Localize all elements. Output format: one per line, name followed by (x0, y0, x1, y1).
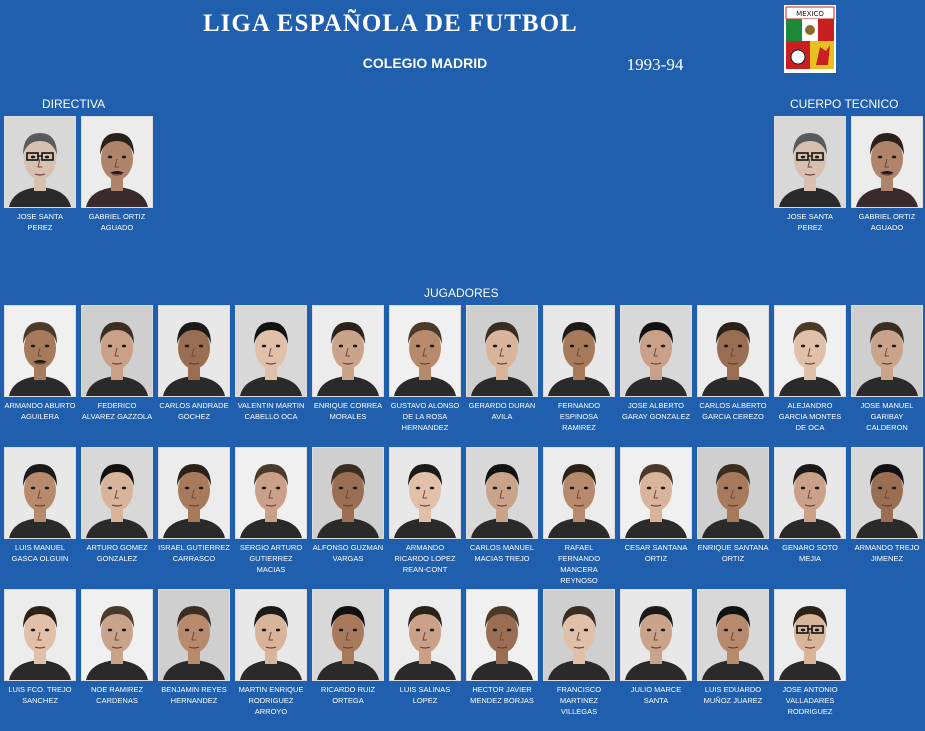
player-card (543, 589, 615, 717)
person-name: JULIO MARCE SANTA (630, 685, 682, 705)
portrait-photo (389, 589, 461, 681)
portrait-photo (235, 589, 307, 681)
portrait-icon (390, 448, 460, 538)
portrait-icon (698, 306, 768, 396)
directiva-member (4, 116, 76, 233)
player-card (389, 305, 461, 433)
portrait-photo (543, 305, 615, 397)
person-name: GABRIEL ORTIZ AGUADO (858, 212, 916, 232)
player-card (158, 589, 230, 706)
directiva-member (81, 116, 153, 233)
player-card (4, 305, 76, 422)
person-name: ARMANDO RICARDO LOPEZ REAN-CONT (394, 543, 456, 574)
school-name: COLEGIO MADRID (362, 55, 488, 71)
person-name: JOSE ANTONIO VALLADARES RODRIGUEZ (782, 685, 838, 716)
portrait-photo (620, 589, 692, 681)
portrait-icon (313, 448, 383, 538)
portrait-photo (4, 589, 76, 681)
player-card (774, 447, 846, 564)
portrait-icon (467, 306, 537, 396)
portrait-icon (159, 306, 229, 396)
portrait-photo (312, 447, 384, 539)
person-name: ARMANDO ABURTO AGUILERA (4, 401, 76, 421)
portrait-photo (774, 447, 846, 539)
player-card (697, 589, 769, 706)
player-card (697, 305, 769, 422)
person-name: GABRIEL ORTIZ AGUADO (88, 212, 146, 232)
portrait-icon (159, 448, 229, 538)
player-card (158, 305, 230, 422)
portrait-icon (698, 590, 768, 680)
portrait-icon (698, 448, 768, 538)
portrait-icon (852, 306, 922, 396)
person-name: BENJAMIN REYES HERNANDEZ (161, 685, 227, 705)
portrait-icon (82, 117, 152, 207)
portrait-icon (544, 590, 614, 680)
portrait-icon (544, 306, 614, 396)
person-name: JOSE ALBERTO GARAY GONZALEZ (621, 401, 691, 421)
player-card (543, 447, 615, 586)
person-name: ISRAEL GUTIERREZ CARRASCO (158, 543, 230, 563)
portrait-photo (389, 447, 461, 539)
page-title: LIGA ESPAÑOLA DE FUTBOL (203, 10, 578, 37)
person-name: VALENTIN MARTIN CABELLO OCA (237, 401, 305, 421)
player-card (466, 447, 538, 564)
person-name: ARMANDO TREJO JIMENEZ (854, 543, 920, 563)
portrait-icon (313, 306, 383, 396)
person-name: GUSTAVO ALONSO DE LA ROSA HERNANDEZ (390, 401, 460, 432)
player-card (774, 589, 846, 717)
portrait-photo (466, 589, 538, 681)
portrait-photo (543, 589, 615, 681)
portrait-icon (775, 448, 845, 538)
person-name: GENARO SOTO MEJIA (782, 543, 838, 563)
person-name: LUIS EDUARDO MUÑOZ JUAREZ (703, 685, 763, 705)
person-name: CARLOS ALBERTO GARCIA CEREZO (699, 401, 767, 421)
portrait-icon (467, 590, 537, 680)
portrait-photo (81, 589, 153, 681)
player-card (4, 447, 76, 564)
person-name: LUIS SALINAS LOPEZ (399, 685, 451, 705)
portrait-icon (236, 590, 306, 680)
person-name: CESAR SANTANA ORTIZ (624, 543, 688, 563)
person-name: RICARDO RUIZ ORTEGA (320, 685, 376, 705)
person-name: CARLOS ANDRADE GOCHEZ (159, 401, 229, 421)
portrait-icon (775, 117, 845, 207)
player-card (235, 589, 307, 717)
player-card (312, 305, 384, 422)
cuerpo-tecnico-member (851, 116, 923, 233)
person-name: NOE RAMIREZ CARDENAS (90, 685, 144, 705)
person-name: FRANCISCO MARTINEZ VILLEGAS (556, 685, 602, 716)
portrait-icon (159, 590, 229, 680)
portrait-photo (697, 305, 769, 397)
player-card (466, 589, 538, 706)
player-card (851, 447, 923, 564)
portrait-photo (4, 447, 76, 539)
portrait-icon (82, 590, 152, 680)
portrait-photo (158, 447, 230, 539)
person-name: JOSE MANUEL GARIBAY CALDERON (860, 401, 914, 432)
person-name: HECTOR JAVIER MENDEZ BORJAS (470, 685, 534, 705)
portrait-photo (851, 305, 923, 397)
portrait-icon (390, 590, 460, 680)
player-card (81, 447, 153, 564)
portrait-photo (81, 447, 153, 539)
portrait-photo (620, 447, 692, 539)
portrait-photo (4, 116, 76, 208)
person-name: GERARDO DURAN AVILA (468, 401, 536, 421)
directiva-heading: DIRECTIVA (42, 97, 106, 111)
portrait-icon (5, 117, 75, 207)
portrait-photo (312, 589, 384, 681)
portrait-photo (543, 447, 615, 539)
player-card (312, 447, 384, 564)
portrait-icon (236, 306, 306, 396)
player-card (543, 305, 615, 433)
portrait-icon (5, 448, 75, 538)
person-name: ARTURO GOMEZ GONZALEZ (86, 543, 148, 563)
cuerpo-tecnico-member (774, 116, 846, 233)
player-card (81, 305, 153, 422)
portrait-photo (466, 305, 538, 397)
player-card (620, 447, 692, 564)
portrait-icon (852, 448, 922, 538)
portrait-icon (82, 448, 152, 538)
person-name: CARLOS MANUEL MACIAS TREJO (469, 543, 535, 563)
player-card (235, 447, 307, 575)
person-name: FERNANDO ESPINOSA RAMIREZ (557, 401, 601, 432)
player-card (4, 589, 76, 706)
player-card (389, 589, 461, 706)
person-name: RAFAEL FERNANDO MANCERA REYNOSO (557, 543, 601, 585)
portrait-photo (158, 589, 230, 681)
player-card (81, 589, 153, 706)
portrait-icon (544, 448, 614, 538)
person-name: LUIS FCO. TREJO SANCHEZ (8, 685, 72, 705)
player-card (312, 589, 384, 706)
portrait-icon (775, 306, 845, 396)
season-label: 1993-94 (626, 55, 684, 74)
portrait-icon (5, 590, 75, 680)
portrait-photo (697, 447, 769, 539)
portrait-photo (620, 305, 692, 397)
portrait-icon (621, 448, 691, 538)
cuerpo-tecnico-heading: CUERPO TECNICO (790, 97, 899, 111)
person-name: SERGIO ARTURO GUTIERREZ MACIAS (239, 543, 303, 574)
person-name: ALEJANDRO GARCIA MONTES DE OCA (778, 401, 842, 432)
player-card (851, 305, 923, 433)
portrait-icon (621, 306, 691, 396)
person-name: JOSE SANTA PEREZ (786, 212, 834, 232)
person-name: ENRIQUE SANTANA ORTIZ (697, 543, 769, 563)
player-card (389, 447, 461, 575)
portrait-photo (235, 447, 307, 539)
portrait-icon (852, 117, 922, 207)
portrait-photo (466, 447, 538, 539)
portrait-photo (81, 305, 153, 397)
player-card (466, 305, 538, 422)
portrait-icon (236, 448, 306, 538)
portrait-icon (313, 590, 383, 680)
portrait-icon (467, 448, 537, 538)
player-card (620, 589, 692, 706)
person-name: FEDERICO ALVAREZ GAZZOLA (81, 401, 153, 421)
player-card (235, 305, 307, 422)
portrait-photo (774, 589, 846, 681)
player-card (158, 447, 230, 564)
portrait-photo (851, 116, 923, 208)
portrait-photo (774, 116, 846, 208)
portrait-photo (235, 305, 307, 397)
portrait-icon (390, 306, 460, 396)
portrait-photo (158, 305, 230, 397)
person-name: LUIS MANUEL GASCA OLGUIN (11, 543, 69, 563)
player-card (774, 305, 846, 433)
crest-logo (784, 5, 836, 73)
portrait-photo (81, 116, 153, 208)
person-name: ENRIQUE CORREA MORALES (313, 401, 383, 421)
portrait-photo (312, 305, 384, 397)
portrait-icon (621, 590, 691, 680)
person-name: ALFONSO GUZMAN VARGAS (312, 543, 384, 563)
player-card (620, 305, 692, 422)
crest-text: MEXICO (796, 10, 824, 18)
person-name: MARTIN ENRIQUE RODRIGUEZ ARROYO (238, 685, 304, 716)
portrait-icon (5, 306, 75, 396)
portrait-photo (697, 589, 769, 681)
portrait-icon (775, 590, 845, 680)
portrait-photo (4, 305, 76, 397)
portrait-photo (774, 305, 846, 397)
portrait-photo (851, 447, 923, 539)
portrait-icon (82, 306, 152, 396)
person-name: JOSE SANTA PEREZ (16, 212, 64, 232)
jugadores-heading: JUGADORES (424, 286, 499, 300)
portrait-photo (389, 305, 461, 397)
player-card (697, 447, 769, 564)
